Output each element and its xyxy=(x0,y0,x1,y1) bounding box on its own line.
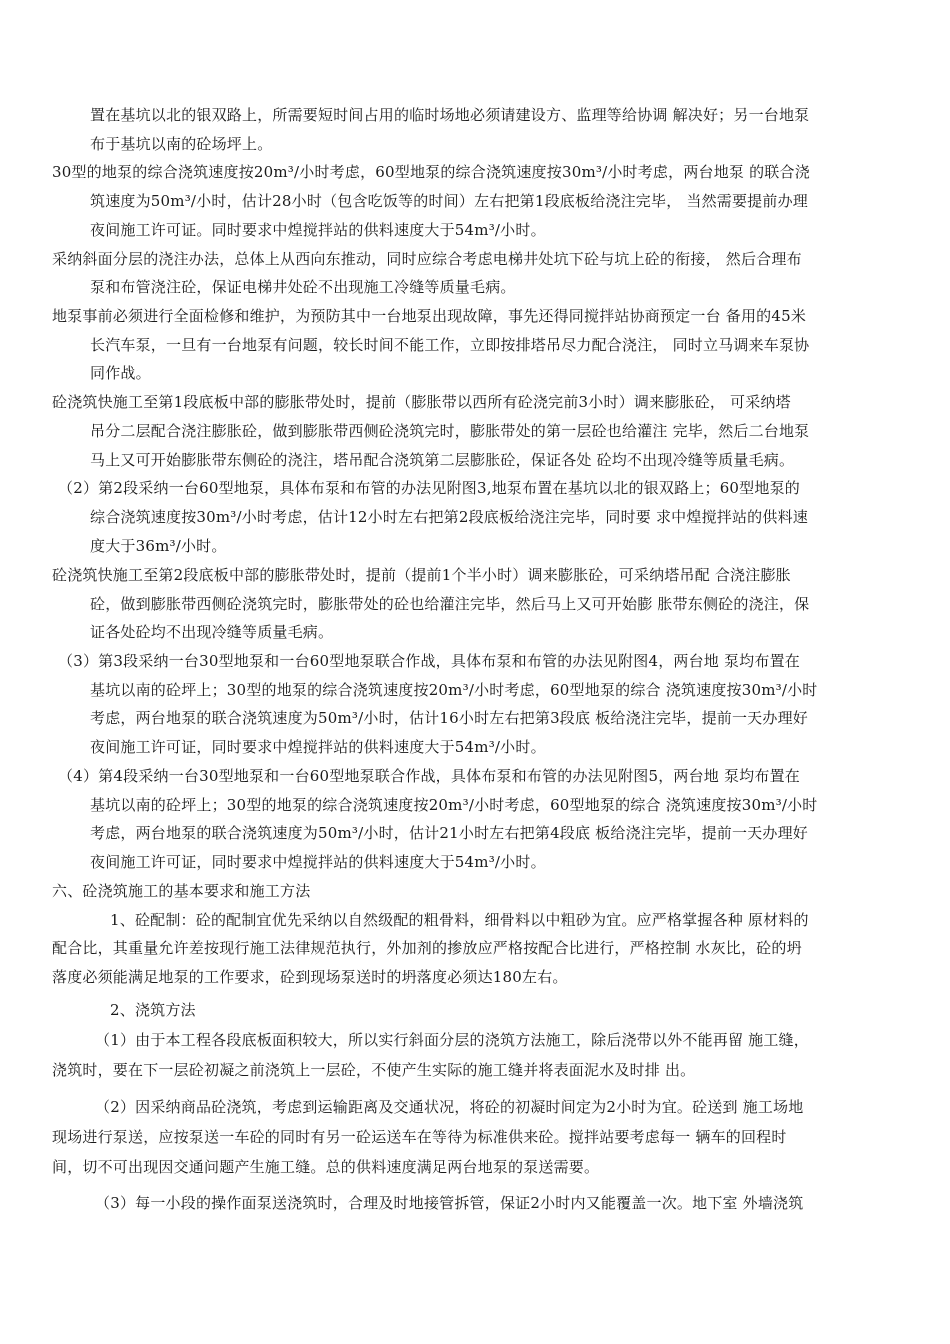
text-line: 考虑，两台地泵的联合浇筑速度为50m³/小时，估计16小时左右把第3段底 板给浇注完毕，提前一天办理好 xyxy=(90,709,808,727)
text-line: 长汽车泵，一旦有一台地泵有问题，较长时间不能工作，立即按排塔吊尽力配合浇注， 同时立马调来车泵协 xyxy=(90,336,810,354)
text-line: 1、砼配制：砼的配制宜优先采纳以自然级配的粗骨料，细骨料以中粗砂为宜。应严格掌握各种 原材料的 xyxy=(110,911,809,929)
text-line: （2）因采纳商品砼浇筑，考虑到运输距离及交通状况，将砼的初凝时间定为2小时为宜。砼送到 施工场地 xyxy=(95,1098,804,1116)
text-line: 马上又可开始膨胀带东侧砼的浇注，塔吊配合浇筑第二层膨胀砼，保证各处 砼均不出现冷缝等质量毛病。 xyxy=(90,451,795,469)
text-line: 砼浇筑快施工至第1段底板中部的膨胀带处时，提前（膨胀带以西所有砼浇完前3小时）调来膨胀砼， 可采纳塔 xyxy=(52,393,791,411)
text-line: 基坑以南的砼坪上；30型的地泵的综合浇筑速度按20m³/小时考虑，60型地泵的综合 浇筑速度按30m³/小时 xyxy=(90,681,818,699)
text-line: 地泵事前必须进行全面检修和维护，为预防其中一台地泵出现故障，事先还得同搅拌站协商预定一台 备用的45米 xyxy=(52,307,807,325)
text-line: （4）第4段采纳一台30型地泵和一台60型地泵联合作战，具体布泵和布管的办法见附图5，两台地 泵均布置在 xyxy=(58,767,800,785)
text-line: 现场进行泵送，应按泵送一车砼的同时有另一砼运送车在等待为标准供来砼。搅拌站要考虑每一 辆车的回程时 xyxy=(52,1128,787,1146)
text-line: 布于基坑以南的砼场坪上。 xyxy=(90,135,273,153)
text-line: 落度必须能满足地泵的工作要求，砼到现场泵送时的坍落度必须达180左右。 xyxy=(52,968,568,986)
text-line: 2、浇筑方法 xyxy=(110,1001,196,1019)
text-line: 采纳斜面分层的浇注办法，总体上从西向东推动，同时应综合考虑电梯井处坑下砼与坑上砼的衔接， 然后合理布 xyxy=(52,250,802,268)
text-line: 六、砼浇筑施工的基本要求和施工方法 xyxy=(52,882,311,900)
text-line: 夜间施工许可证，同时要求中煌搅拌站的供料速度大于54m³/小时。 xyxy=(90,853,546,871)
text-line: 证各处砼均不出现冷缝等质量毛病。 xyxy=(90,623,334,641)
text-line: 间，切不可出现因交通问题产生施工缝。总的供料速度满足两台地泵的泵送需要。 xyxy=(52,1158,600,1176)
text-line: 夜间施工许可证，同时要求中煌搅拌站的供料速度大于54m³/小时。 xyxy=(90,738,546,756)
text-line: 基坑以南的砼坪上；30型的地泵的综合浇筑速度按20m³/小时考虑，60型地泵的综合 浇筑速度按30m³/小时 xyxy=(90,796,818,814)
text-line: （2）第2段采纳一台60型地泵，具体布泵和布管的办法见附图3,地泵布置在基坑以北的银双路上；60型地泵的 xyxy=(58,479,800,497)
text-line: （3）每一小段的操作面泵送浇筑时，合理及时地接管拆管，保证2小时内又能覆盖一次。地下室 外墙浇筑 xyxy=(95,1194,804,1212)
text-line: 30型的地泵的综合浇筑速度按20m³/小时考虑，60型地泵的综合浇筑速度按30m³/小时考虑，两台地泵 的联合浇 xyxy=(52,163,810,181)
text-line: 泵和布管浇注砼，保证电梯井处砼不出现施工冷缝等质量毛病。 xyxy=(90,278,516,296)
text-line: 度大于36m³/小时。 xyxy=(90,537,227,555)
text-line: 砼浇筑快施工至第2段底板中部的膨胀带处时，提前（提前1个半小时）调来膨胀砼，可采纳塔吊配 合浇注膨胀 xyxy=(52,566,791,584)
text-line: 吊分二层配合浇注膨胀砼，做到膨胀带西侧砼浇筑完时，膨胀带处的第一层砼也给灌注 完毕，然后二台地泵 xyxy=(90,422,810,440)
text-line: （3）第3段采纳一台30型地泵和一台60型地泵联合作战，具体布泵和布管的办法见附图4，两台地 泵均布置在 xyxy=(58,652,800,670)
text-line: 浇筑时，要在下一层砼初凝之前浇筑上一层砼，不使产生实际的施工缝并将表面泥水及时排 出。 xyxy=(52,1061,696,1079)
text-line: 综合浇筑速度按30m³/小时考虑，估计12小时左右把第2段底板给浇注完毕，同时要 求中煌搅拌站的供料速 xyxy=(90,508,808,526)
text-line: 夜间施工许可证。同时要求中煌搅拌站的供料速度大于54m³/小时。 xyxy=(90,221,546,239)
text-line: 考虑，两台地泵的联合浇筑速度为50m³/小时，估计21小时左右把第4段底 板给浇注完毕，提前一天办理好 xyxy=(90,824,808,842)
text-line: （1）由于本工程各段底板面积较大，所以实行斜面分层的浇筑方法施工，除后浇带以外不能再留 施工缝， xyxy=(95,1031,809,1049)
text-line: 砼，做到膨胀带西侧砼浇筑完时，膨胀带处的砼也给灌注完毕，然后马上又可开始膨 胀带东侧砼的浇注，保 xyxy=(90,595,810,613)
text-line: 置在基坑以北的银双路上，所需要短时间占用的临时场地必须请建设方、监理等给协调 解决好；另一台地泵 xyxy=(90,106,810,124)
text-line: 配合比，其重量允许差按现行施工法律规范执行，外加剂的掺放应严格按配合比进行，严格控制 水灰比，砼的坍 xyxy=(52,939,802,957)
text-line: 同作战。 xyxy=(90,364,151,382)
text-line: 筑速度为50m³/小时，估计28小时（包含吃饭等的时间）左右把第1段底板给浇注完毕， 当然需要提前办理 xyxy=(90,192,808,210)
